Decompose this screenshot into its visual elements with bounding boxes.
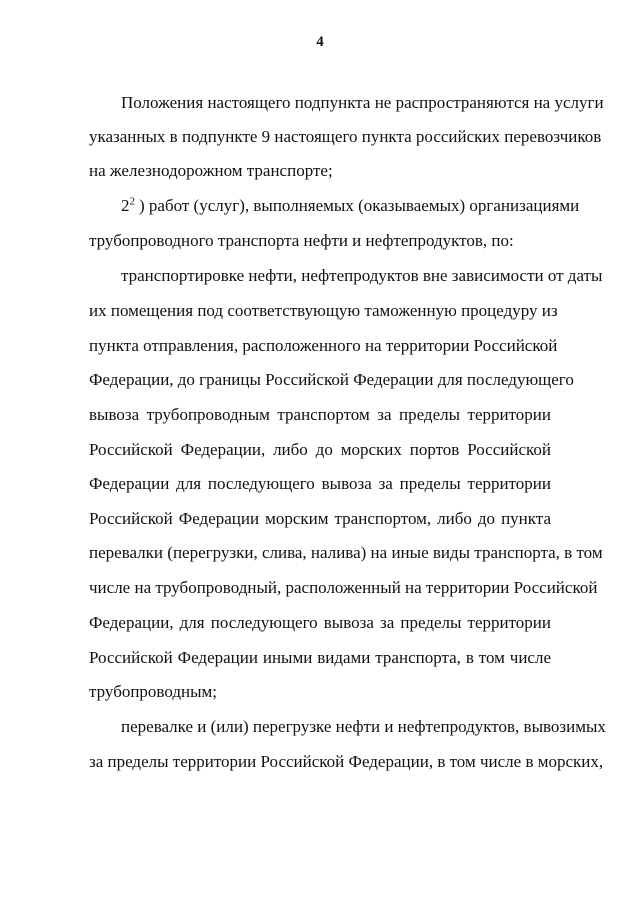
text-line: указанных в подпункте 9 настоящего пункта российских перевозчиков — [89, 127, 602, 146]
text-line: Федерации, до границы Российской Федерации для последующего — [89, 370, 574, 389]
text-line: их помещения под соответствующую таможенную процедуру из — [89, 301, 558, 320]
text-line: Федерации, для последующего вывоза за пределы территории — [89, 613, 551, 632]
text-line: трубопроводного транспорта нефти и нефтепродуктов, по: — [89, 231, 514, 250]
text-line: Российской Федерации иными видами транспорта, в том числе — [89, 648, 551, 667]
item-number-base: 2 — [121, 196, 130, 215]
text-line: на железнодорожном транспорте; — [89, 161, 333, 180]
text-line: за пределы территории Российской Федерации, в том числе в морских, — [89, 752, 604, 771]
item-number-superscript: 2 — [129, 195, 135, 208]
text-line: транспортировке нефти, нефтепродуктов вне зависимости от даты — [121, 266, 603, 285]
text-line: перевалки (перегрузки, слива, налива) на иные виды транспорта, в том — [89, 543, 603, 562]
text-line: пункта отправления, расположенного на территории Российской — [89, 336, 558, 355]
text-line: трубопроводным; — [89, 682, 218, 701]
text-line: вывоза трубопроводным транспортом за пределы территории — [89, 405, 551, 424]
text-line: перевалке и (или) перегрузке нефти и нефтепродуктов, вывозимых — [121, 717, 606, 736]
text-line: Российской Федерации, либо до морских портов Российской — [89, 440, 551, 459]
page-number: 4 — [316, 34, 324, 50]
text-line: Федерации для последующего вывоза за пределы территории — [89, 474, 551, 493]
text-line: ) работ (услуг), выполняемых (оказываемых) организациями — [139, 196, 580, 215]
text-line: Российской Федерации морским транспортом, либо до пункта — [89, 509, 551, 528]
text-line: Положения настоящего подпункта не распространяются на услуги — [121, 93, 604, 112]
text-line: числе на трубопроводный, расположенный на территории Российской — [89, 578, 598, 597]
